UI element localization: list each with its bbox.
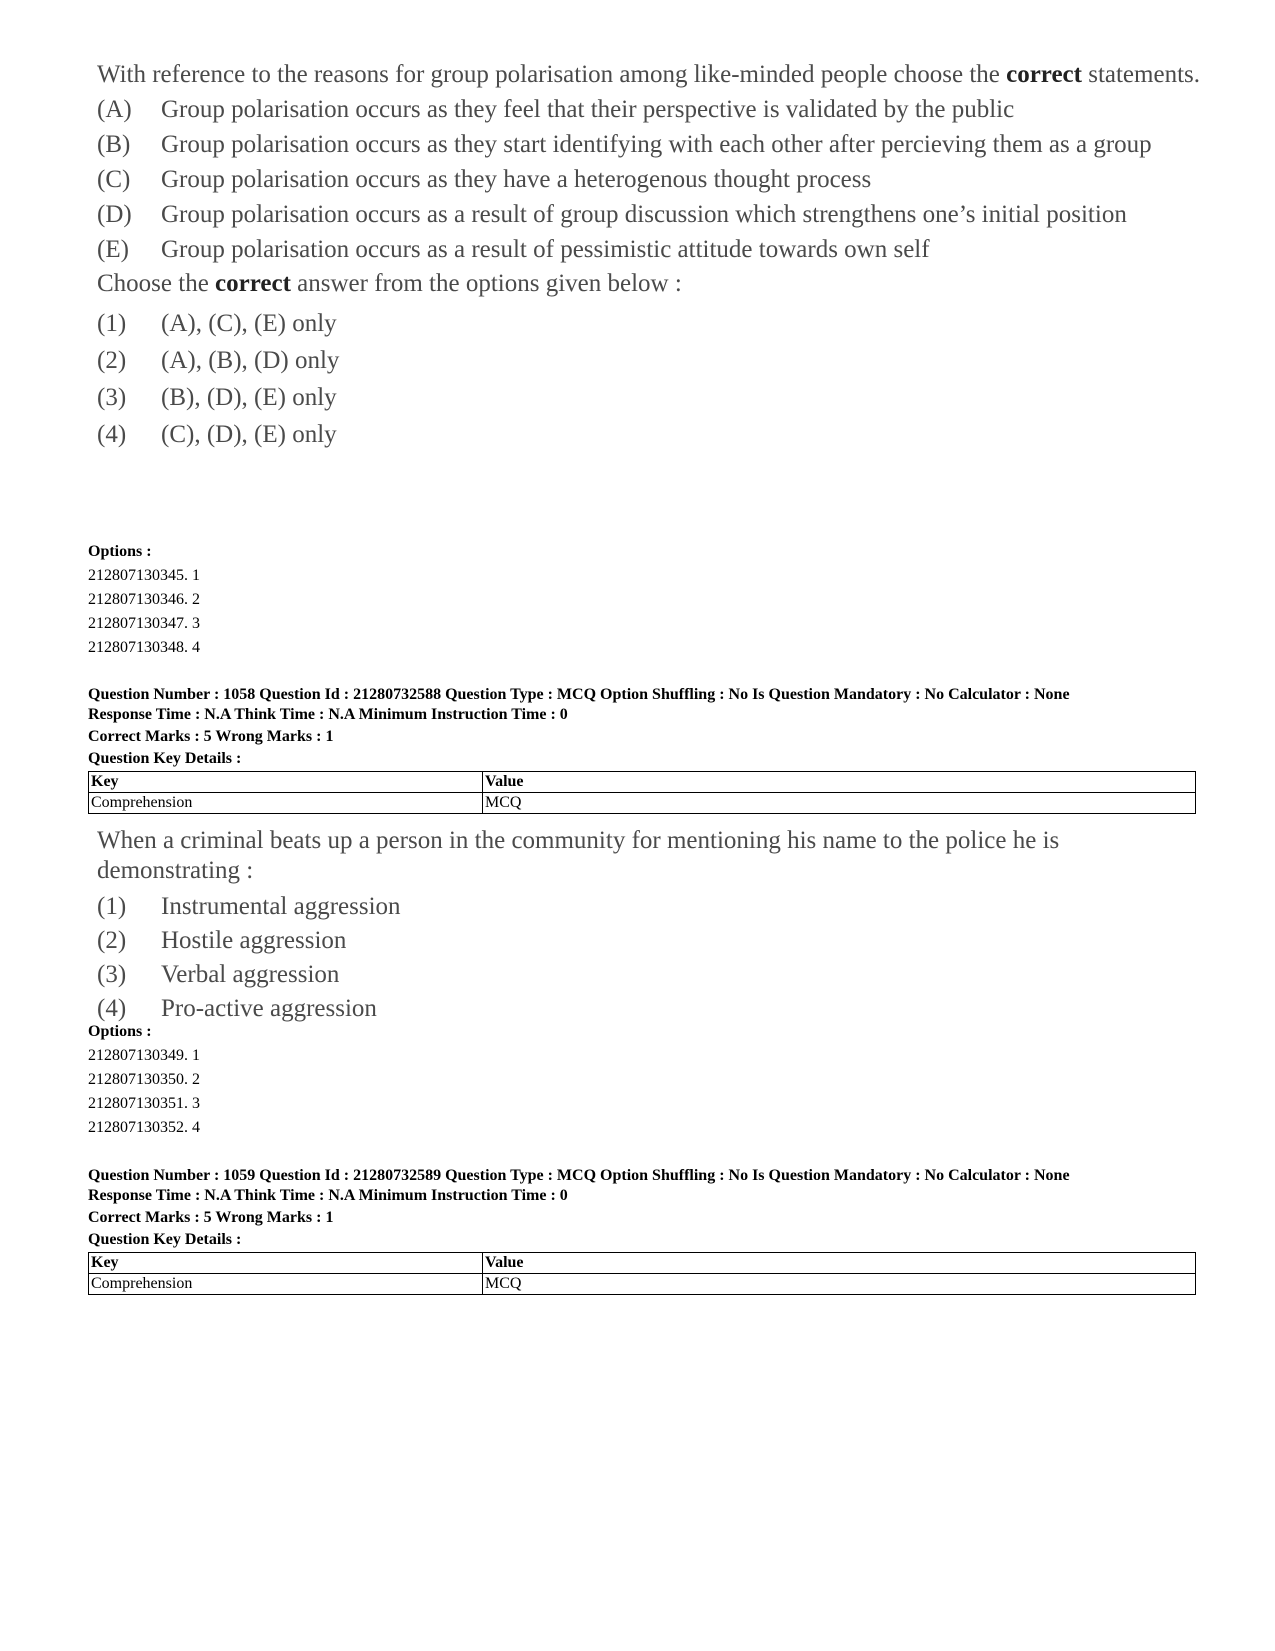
question-image-aggression bbox=[97, 826, 1207, 1026]
option-item: 212807130350. 2 bbox=[88, 1071, 200, 1088]
answer-choice bbox=[97, 958, 1207, 992]
table-cell-value: MCQ bbox=[483, 793, 1196, 814]
options-list bbox=[88, 1020, 200, 1140]
key-details-table bbox=[88, 1252, 1196, 1295]
stem-text: With reference to the reasons for group polarisation among like-minded people choose the bbox=[97, 61, 1007, 88]
statement-label: (C) bbox=[97, 166, 131, 193]
answer-text: (B), (D), (E) only bbox=[161, 384, 337, 411]
statement bbox=[97, 234, 1207, 265]
table-cell-value: MCQ bbox=[483, 1274, 1196, 1295]
option-item: 212807130352. 4 bbox=[88, 1119, 200, 1136]
answer-label: (1) bbox=[97, 893, 127, 920]
question-header-1059 bbox=[88, 1166, 1198, 1295]
answer-choice bbox=[97, 992, 1207, 1026]
answer-text: Pro-active aggression bbox=[161, 995, 377, 1022]
option-item: 212807130351. 3 bbox=[88, 1095, 200, 1112]
table-cell-key: Comprehension bbox=[89, 793, 483, 814]
table-header-value: Value bbox=[483, 772, 1196, 793]
question-timing-line: Response Time : N.A Think Time : N.A Minimum Instruction Time : 0 bbox=[88, 1187, 568, 1204]
question-timing-line: Response Time : N.A Think Time : N.A Minimum Instruction Time : 0 bbox=[88, 706, 568, 723]
stem-text-end: statements. bbox=[1081, 61, 1200, 88]
statement-text: Group polarisation occurs as a result of group discussion which strengthens one’s initial position bbox=[161, 201, 1127, 228]
table-header-row bbox=[89, 772, 1196, 793]
answer-text: Hostile aggression bbox=[161, 927, 347, 954]
answer-label: (1) bbox=[97, 310, 127, 337]
marks-line: Correct Marks : 5 Wrong Marks : 1 bbox=[88, 1209, 334, 1226]
options-title: Options : bbox=[88, 1023, 152, 1040]
question-info-line: Question Number : 1059 Question Id : 21280732589 Question Type : MCQ Option Shuffling : No Is Question Mandatory : No Calculator : None bbox=[88, 1167, 1070, 1184]
question-info-line: Question Number : 1058 Question Id : 21280732588 Question Type : MCQ Option Shuffling : No Is Question Mandatory : No Calculator : None bbox=[88, 686, 1070, 703]
question-header-1058 bbox=[88, 685, 1198, 814]
statement-text: Group polarisation occurs as they have a heterogenous thought process bbox=[161, 166, 872, 193]
statement-label: (A) bbox=[97, 96, 132, 123]
statement-label: (B) bbox=[97, 131, 131, 158]
statement bbox=[97, 94, 1207, 125]
statement bbox=[97, 129, 1207, 160]
key-details-table bbox=[88, 771, 1196, 814]
answer-label: (2) bbox=[97, 347, 127, 374]
key-details-title: Question Key Details : bbox=[88, 1231, 242, 1248]
table-header-key: Key bbox=[89, 772, 483, 793]
answer-label: (2) bbox=[97, 927, 127, 954]
option-item: 212807130347. 3 bbox=[88, 615, 200, 632]
options-title: Options : bbox=[88, 543, 152, 560]
answer-choice bbox=[97, 924, 1207, 958]
table-row bbox=[89, 1274, 1196, 1295]
statement-text: Group polarisation occurs as they feel that their perspective is validated by the public bbox=[161, 96, 1015, 123]
key-details-title: Question Key Details : bbox=[88, 750, 242, 767]
answer-text: Instrumental aggression bbox=[161, 893, 401, 920]
answer-label: (4) bbox=[97, 421, 127, 448]
answer-label: (3) bbox=[97, 961, 127, 988]
option-item: 212807130345. 1 bbox=[88, 567, 200, 584]
statement-label: (D) bbox=[97, 201, 132, 228]
answer-label: (3) bbox=[97, 384, 127, 411]
table-row bbox=[89, 793, 1196, 814]
marks-line: Correct Marks : 5 Wrong Marks : 1 bbox=[88, 728, 334, 745]
statement-text: Group polarisation occurs as a result of pessimistic attitude towards own self bbox=[161, 236, 930, 263]
table-cell-key: Comprehension bbox=[89, 1274, 483, 1295]
stem-bold: correct bbox=[1006, 61, 1082, 88]
choose-instruction bbox=[97, 269, 1207, 299]
option-item: 212807130349. 1 bbox=[88, 1047, 200, 1064]
options-list bbox=[88, 540, 200, 660]
answer-text: (A), (B), (D) only bbox=[161, 347, 340, 374]
option-item: 212807130348. 4 bbox=[88, 639, 200, 656]
statement bbox=[97, 164, 1207, 195]
answer-choice bbox=[97, 305, 1207, 342]
question-stem: When a criminal beats up a person in the community for mentioning his name to the police he is demonstrating : bbox=[97, 827, 1060, 884]
answer-text: Verbal aggression bbox=[161, 961, 340, 988]
answer-choice bbox=[97, 416, 1207, 453]
answer-choice bbox=[97, 342, 1207, 379]
statement bbox=[97, 199, 1207, 230]
choose-bold: correct bbox=[215, 270, 291, 297]
choose-text: Choose the bbox=[97, 270, 216, 297]
table-header-value: Value bbox=[483, 1253, 1196, 1274]
statement-text: Group polarisation occurs as they start identifying with each other after percieving them as a group bbox=[161, 131, 1152, 158]
table-header-key: Key bbox=[89, 1253, 483, 1274]
answer-choice bbox=[97, 379, 1207, 416]
answer-text: (C), (D), (E) only bbox=[161, 421, 337, 448]
choose-text-end: answer from the options given below : bbox=[290, 270, 682, 297]
answer-label: (4) bbox=[97, 995, 127, 1022]
option-item: 212807130346. 2 bbox=[88, 591, 200, 608]
question-image-group-polarisation bbox=[97, 60, 1207, 453]
answer-text: (A), (C), (E) only bbox=[161, 310, 337, 337]
statement-label: (E) bbox=[97, 236, 129, 263]
answer-choice bbox=[97, 890, 1207, 924]
question-stem bbox=[97, 60, 1207, 90]
table-header-row bbox=[89, 1253, 1196, 1274]
